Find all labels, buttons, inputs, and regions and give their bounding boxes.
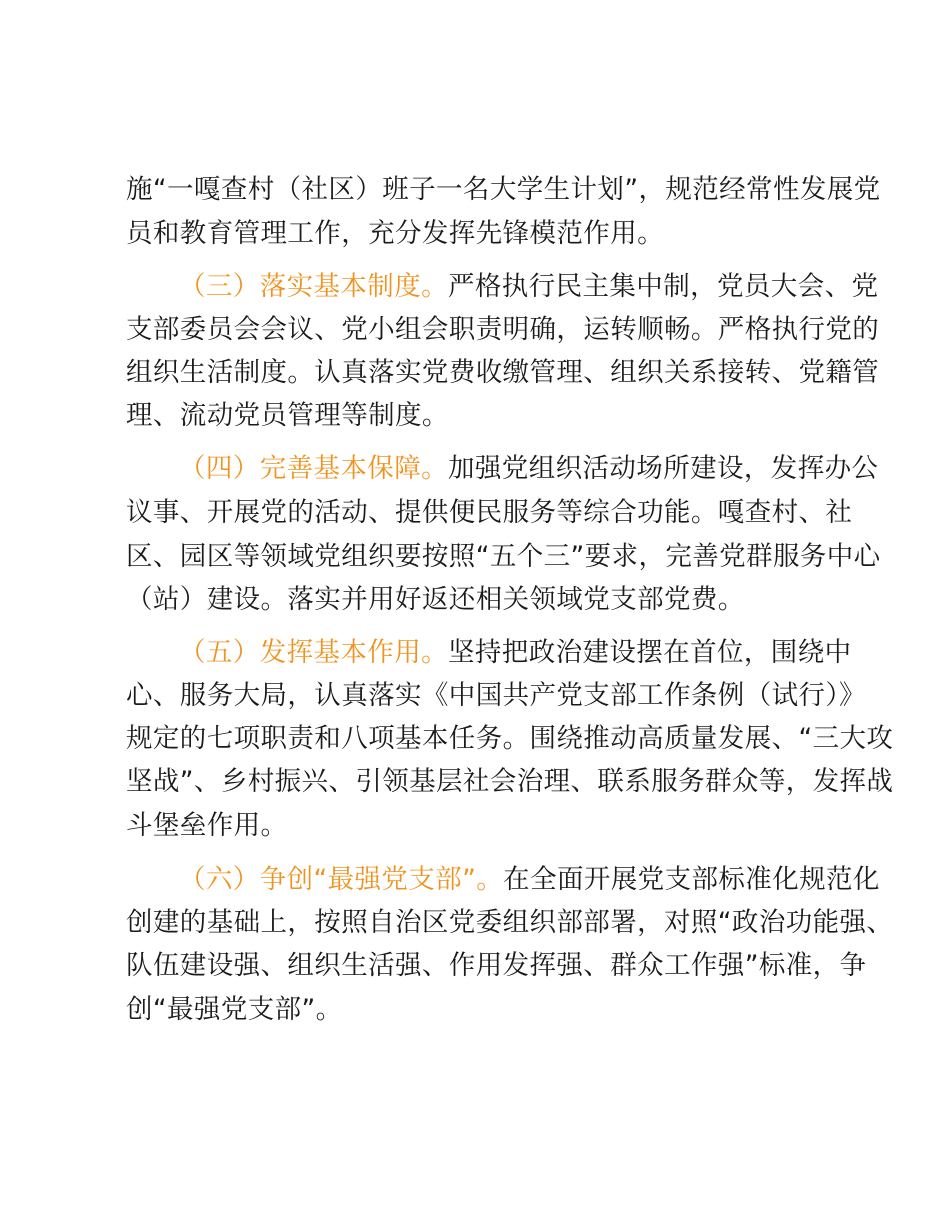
paragraph-line [126, 311, 880, 349]
body-text: 区、园区等领域党组织要按照“五个三”要求，完善党群服务中心 [126, 541, 881, 572]
body-text: 坚持把政治建设摆在首位，围绕中 [448, 637, 852, 668]
body-text: 斗堡垒作用。 [126, 810, 288, 841]
body-text: 议事、开展党的活动、提供便民服务等综合功能。嘎查村、社 [126, 497, 853, 528]
body-text: 创“最强党支部”。 [126, 994, 343, 1025]
paragraph-line [126, 947, 867, 985]
paragraph-line [126, 215, 836, 253]
paragraph-line [179, 634, 852, 672]
body-text: 创建的基础上，按照自治区党委组织部部署，对照“政治功能强、 [126, 907, 894, 938]
paragraph-line [126, 763, 894, 801]
paragraph-line [126, 538, 881, 576]
body-text: 队伍建设强、组织生活强、作用发挥强、群众工作强”标准，争 [126, 950, 867, 981]
body-text: 规定的七项职责和八项基本任务。围绕推动高质量发展、“三大攻 [126, 723, 894, 754]
body-text: 严格执行民主集中制，党员大会、党 [448, 271, 879, 302]
body-text: 心、服务大局，认真落实《中国共产党支部工作条例（试行）》 [126, 680, 866, 711]
body-text: 支部委员会会议、党小组会职责明确，运转顺畅。严格执行党的 [126, 314, 880, 345]
paragraph-line [126, 494, 853, 532]
paragraph-line [126, 397, 836, 435]
body-text: 加强党组织活动场所建设，发挥办公 [448, 453, 879, 484]
body-text: 理、流动党员管理等制度。 [126, 400, 449, 431]
paragraph-line [126, 171, 881, 209]
paragraph-line [179, 450, 879, 488]
paragraph-line [126, 991, 836, 1029]
paragraph-line [126, 581, 836, 619]
paragraph-line [126, 677, 866, 715]
section-heading: （三）落实基本制度。 [179, 271, 448, 302]
paragraph-line [179, 861, 880, 899]
section-heading: （六）争创“最强党支部”。 [179, 864, 504, 895]
body-text: 组织生活制度。认真落实党费收缴管理、组织关系接转、党籍管 [126, 357, 880, 388]
body-text: （站）建设。落实并用好返还相关领域党支部党费。 [126, 584, 745, 615]
paragraph-line [126, 807, 836, 845]
body-text: 员和教育管理工作，充分发挥先锋模范作用。 [126, 218, 664, 249]
body-text: 施“一嘎查村（社区）班子一名大学生计划”，规范经常性发展党 [126, 174, 881, 205]
body-text: 在全面开展党支部标准化规范化 [503, 864, 880, 895]
paragraph-line [126, 904, 894, 942]
paragraph-line [126, 720, 894, 758]
paragraph-line [126, 354, 880, 392]
section-heading: （五）发挥基本作用。 [179, 637, 448, 668]
section-heading: （四）完善基本保障。 [179, 453, 448, 484]
paragraph-line [179, 268, 879, 306]
body-text: 坚战”、乡村振兴、引领基层社会治理、联系服务群众等，发挥战 [126, 766, 894, 797]
